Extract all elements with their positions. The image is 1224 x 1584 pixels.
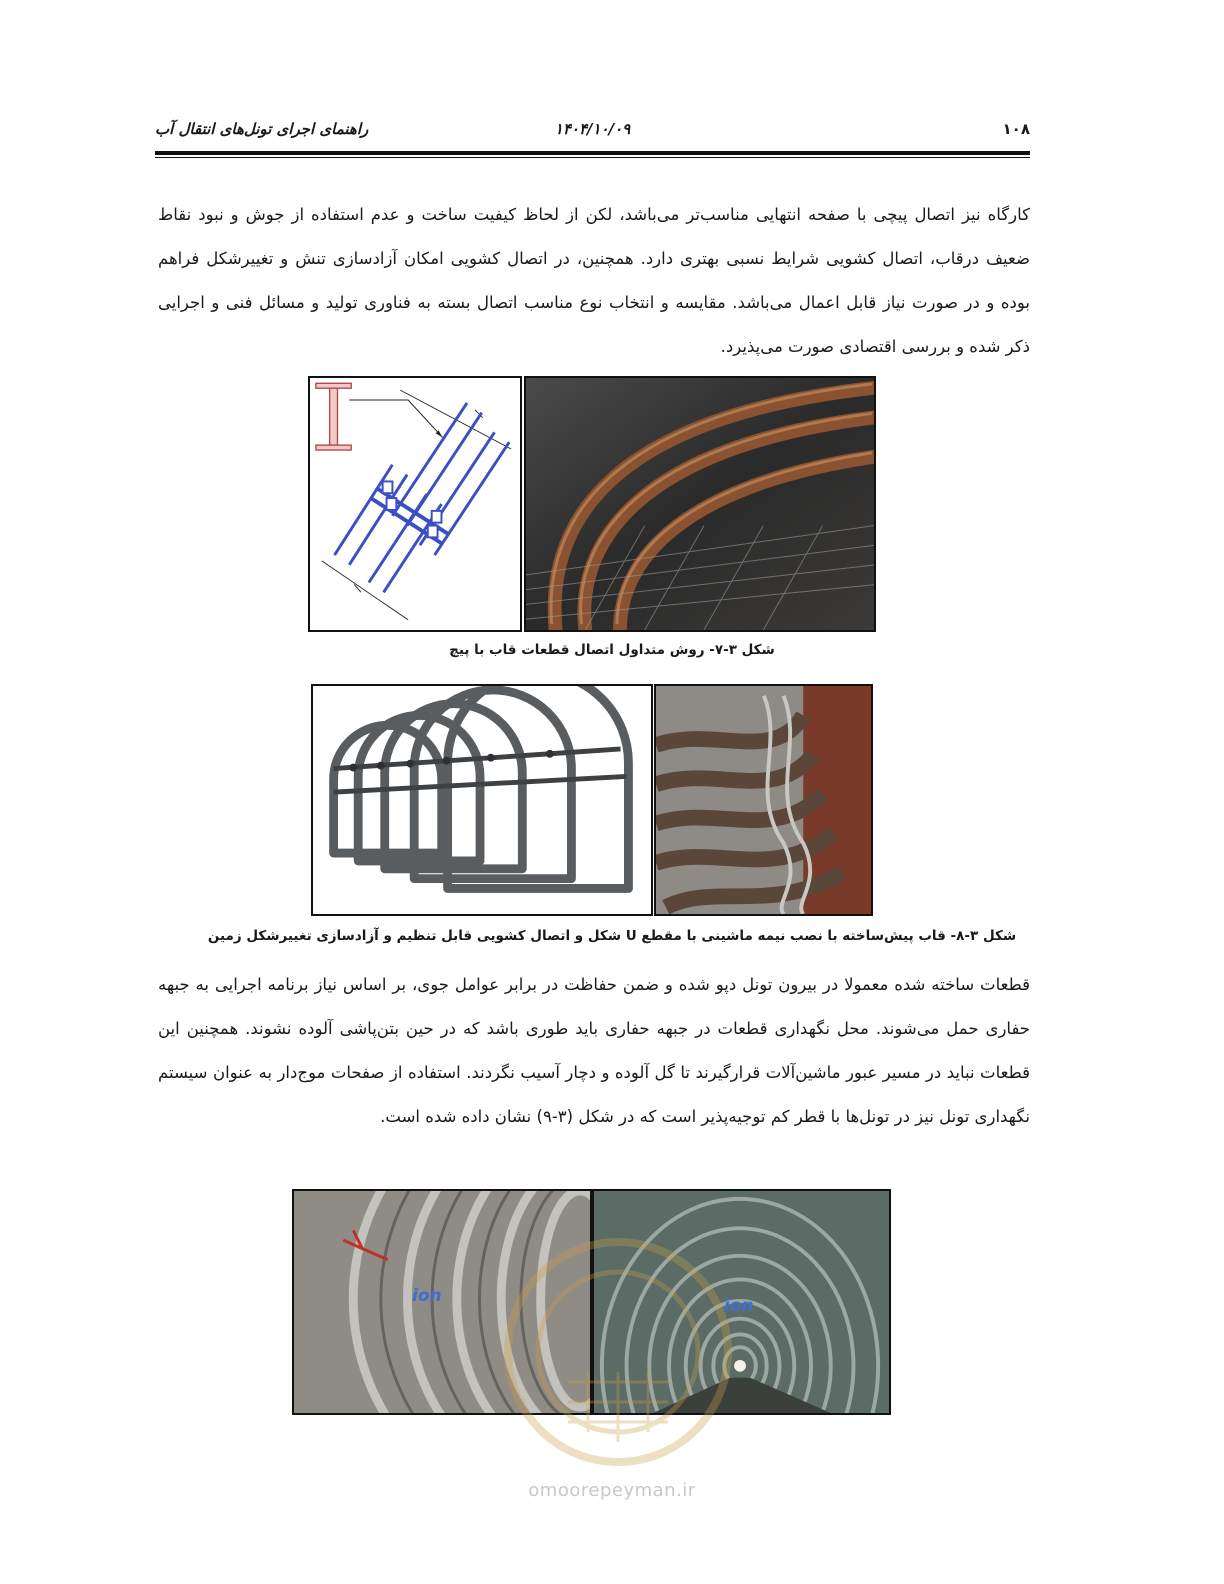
figure-3-8-caption: شکل ۳-۸- قاب پیش‌ساخته با نصب نیمه ماشینی با مقطع U شکل و اتصال کشویی قابل تنظیم و آزادسازی تغییرشکل زمین — [207, 928, 1017, 944]
tion-logo-left: ion — [412, 1286, 442, 1306]
paragraph-2: قطعات ساخته شده معمولا در بیرون تونل دپو شده و ضمن حفاظت در برابر عوامل جوی، بر اساس نیاز برنامه اجرایی به جبهه حفاری حمل می‌شوند. محل نگهداری قطعات در جبهه حفاری باید طوری باشد که در حین بتن‌پاشی آلوده نشوند. همچنین این قطعات نباید در مسیر عبور ماشین‌آلات قرارگیرند تا گل آلوده و دچار آسیب نگردند. استفاده از صفحات موج‌دار به عنوان سیستم نگهداری تونل نیز در تونل‌ها با قطر کم توجیه‌پذیر است که در شکل (۳-۹) نشان داده شده است. — [158, 975, 1030, 1126]
page-number: ۱۰۸ — [1002, 120, 1030, 138]
prefab-u-frames-render — [311, 684, 653, 916]
watermark-seal — [498, 1232, 738, 1472]
document-title: راهنمای اجرای تونل‌های انتقال آب — [155, 120, 369, 138]
bolted-joint-drawing — [308, 376, 522, 632]
header-rule-thin — [155, 157, 1030, 158]
header-rule — [155, 151, 1030, 155]
paragraph-1: کارگاه نیز اتصال پیچی با صفحه انتهایی مناسب‌تر می‌باشد، لکن از لحاظ کیفیت ساخت و عدم استفاده از جوش و نبود نقاط ضعیف درقاب، اتصال کشویی شرایط نسبی بهتری دارد. همچنین، در اتصال کشویی امکان آزادسازی تنش و تغییرشکل فراهم بوده و در صورت نیاز قابل اعمال می‌باشد. مقایسه و انتخاب نوع مناسب اتصال بسته به فناوری تولید و مسائل فنی و اجرایی ذکر شده و بررسی اقتصادی صورت می‌پذیرد. — [158, 205, 1030, 356]
tunnel-steel-ribs-photo — [524, 376, 876, 632]
page-header — [155, 120, 1030, 146]
tion-logo-right: ion — [724, 1296, 754, 1316]
watermark-site-url: omoorepeyman.ir — [528, 1480, 696, 1501]
header-date: ۱۴۰۴/۱۰/۰۹ — [554, 120, 631, 138]
figure-3-7-caption: شکل ۳-۷- روش متداول اتصال قطعات قاب با پیچ — [449, 642, 775, 658]
stacked-u-sections-photo — [654, 684, 873, 916]
